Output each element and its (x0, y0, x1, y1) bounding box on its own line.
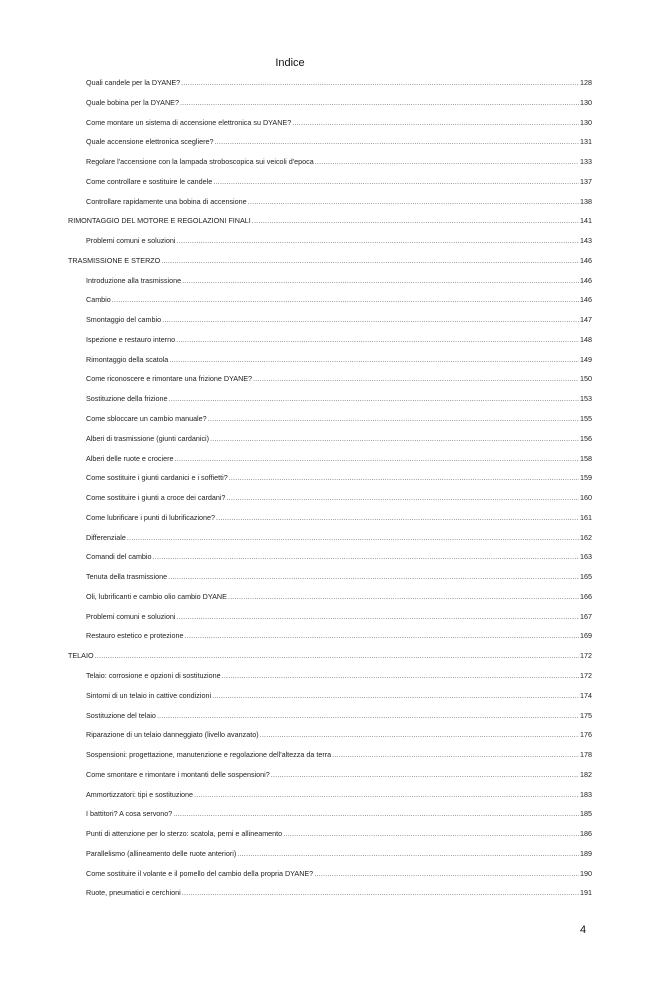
dot-leader (222, 666, 579, 686)
dot-leader (314, 864, 579, 884)
toc-entry-title: Cambio (86, 295, 111, 305)
dot-leader (127, 528, 579, 548)
dot-leader (177, 231, 580, 251)
dot-leader (176, 330, 579, 350)
toc-entry-page: 178 (580, 750, 592, 760)
dot-leader (228, 587, 579, 607)
dot-leader (213, 172, 579, 192)
toc-entry-page: 131 (580, 137, 592, 147)
toc-entry-title: Come sostituire i giunti cardanici e i soffietti? (86, 473, 228, 483)
dot-leader (95, 646, 579, 666)
toc-entry-title: Ammortizzatori: tipi e sostituzione (86, 789, 194, 799)
toc-entry[interactable] (68, 725, 592, 745)
toc-entry-title: Come riconoscere e rimontare una frizione DYANE? (86, 374, 253, 384)
toc-entry-title: TELAIO (68, 651, 94, 661)
toc-entry-page: 155 (580, 414, 592, 424)
toc-entry-page: 148 (580, 334, 592, 344)
toc-entry[interactable] (68, 192, 592, 212)
toc-entry-page: 159 (580, 473, 592, 483)
toc-entry-title: Come sostituire il volante e il pomello del cambio della propria DYANE? (86, 868, 314, 878)
toc-entry[interactable] (68, 864, 592, 884)
toc-entry-page: 186 (580, 829, 592, 839)
dot-leader (214, 132, 579, 152)
toc-entry[interactable] (68, 330, 592, 350)
toc-entry-page: 172 (580, 651, 592, 661)
toc-entry[interactable] (68, 350, 592, 370)
dot-leader (271, 765, 579, 785)
dot-leader (252, 211, 579, 231)
toc-entry-page: 146 (580, 295, 592, 305)
toc-entry-title: Comandi del cambio (86, 552, 152, 562)
toc-entry[interactable] (68, 528, 592, 548)
dot-leader (248, 192, 579, 212)
dot-leader (153, 547, 579, 567)
toc-entry[interactable] (68, 132, 592, 152)
toc-entry-title: Tenuta della trasmissione (86, 572, 168, 582)
toc-entry-title: Come montare un sistema di accensione elettronica su DYANE? (86, 117, 292, 127)
toc-entry[interactable] (68, 73, 592, 93)
toc-entry-page: 166 (580, 591, 592, 601)
toc-entry-title: Alberi di trasmissione (giunti cardanici) (86, 433, 210, 443)
dot-leader (169, 350, 579, 370)
dot-leader (237, 844, 579, 864)
toc-section-entry[interactable] (68, 211, 592, 231)
toc-entry-page: 150 (580, 374, 592, 384)
toc-entry[interactable] (68, 468, 592, 488)
toc-entry-page: 175 (580, 710, 592, 720)
toc-entry[interactable] (68, 271, 592, 291)
toc-entry[interactable] (68, 290, 592, 310)
toc-entry-page: 158 (580, 453, 592, 463)
toc-entry-title: Controllare rapidamente una bobina di accensione (86, 196, 247, 206)
page-title: Indice (275, 57, 305, 69)
toc-entry-title: Ruote, pneumatici e cerchioni (86, 888, 181, 898)
dot-leader (177, 607, 580, 627)
toc-entry-title: Parallelismo (allineamento delle ruote anteriori) (86, 848, 237, 858)
toc-entry-page: 174 (580, 690, 592, 700)
toc-entry-page: 143 (580, 236, 592, 246)
toc-entry[interactable] (68, 824, 592, 844)
toc-entry-page: 185 (580, 809, 592, 819)
dot-leader (216, 508, 579, 528)
toc-entry[interactable] (68, 429, 592, 449)
toc-entry-page: 169 (580, 631, 592, 641)
toc-section-entry[interactable] (68, 251, 592, 271)
dot-leader (315, 152, 579, 172)
toc-entry[interactable] (68, 231, 592, 251)
toc-entry[interactable] (68, 172, 592, 192)
dot-leader (180, 93, 579, 113)
dot-leader (161, 251, 579, 271)
toc-entry[interactable] (68, 765, 592, 785)
toc-entry[interactable] (68, 587, 592, 607)
toc-entry-page: 137 (580, 176, 592, 186)
toc-entry-page: 130 (580, 97, 592, 107)
toc-entry-page: 149 (580, 354, 592, 364)
dot-leader (212, 686, 579, 706)
dot-leader (283, 824, 579, 844)
toc-entry-title: Alberi delle ruote e crociere (86, 453, 174, 463)
toc-entry[interactable] (68, 626, 592, 646)
toc-entry-title: Come sostituire i giunti a croce dei cardani? (86, 493, 226, 503)
page-number: 4 (580, 924, 587, 936)
toc-entry-title: Sostituzione del telaio (86, 710, 156, 720)
toc-entry-title: RIMONTAGGIO DEL MOTORE E REGOLAZIONI FINALI (68, 216, 251, 226)
dot-leader (112, 290, 579, 310)
toc-entry[interactable] (68, 804, 592, 824)
toc-entry[interactable] (68, 883, 592, 903)
toc-entry[interactable] (68, 508, 592, 528)
toc-entry-title: Sintomi di un telaio in cattive condizioni (86, 690, 212, 700)
toc-entry[interactable] (68, 844, 592, 864)
toc-entry-title: Come controllare e sostituire le candele (86, 176, 213, 186)
dot-leader (292, 113, 579, 133)
toc-entry-title: Smontaggio del cambio (86, 315, 162, 325)
toc-entry-title: Problemi comuni e soluzioni (86, 236, 176, 246)
toc-entry-page: 183 (580, 789, 592, 799)
toc-entry-page: 190 (580, 868, 592, 878)
toc-entry-page: 163 (580, 552, 592, 562)
toc-entry[interactable] (68, 152, 592, 172)
toc-entry-page: 146 (580, 255, 592, 265)
toc-entry-page: 162 (580, 532, 592, 542)
toc-entry-page: 130 (580, 117, 592, 127)
toc-entry-page: 182 (580, 769, 592, 779)
table-of-contents (68, 73, 592, 903)
toc-entry-title: I battitori? A cosa servono? (86, 809, 173, 819)
toc-entry[interactable] (68, 745, 592, 765)
toc-entry[interactable] (68, 449, 592, 469)
toc-entry-page: 189 (580, 848, 592, 858)
toc-entry-title: Rimontaggio della scatola (86, 354, 169, 364)
dot-leader (181, 73, 579, 93)
dot-leader (229, 468, 579, 488)
toc-entry-page: 191 (580, 888, 592, 898)
dot-leader (332, 745, 579, 765)
dot-leader (226, 488, 579, 508)
toc-entry-title: Ispezione e restauro interno (86, 334, 176, 344)
toc-entry-title: Introduzione alla trasmissione (86, 275, 182, 285)
toc-entry-page: 156 (580, 433, 592, 443)
dot-leader (173, 804, 579, 824)
toc-entry[interactable] (68, 547, 592, 567)
dot-leader (168, 567, 579, 587)
toc-entry-title: Differenziale (86, 532, 126, 542)
toc-entry-title: Quale bobina per la DYANE? (86, 97, 179, 107)
toc-entry-title: Restauro estetico e protezione (86, 631, 184, 641)
dot-leader (162, 310, 579, 330)
toc-entry-title: Sospensioni: progettazione, manutenzione e regolazione dell'altezza da terra (86, 750, 332, 760)
toc-entry[interactable] (68, 389, 592, 409)
toc-entry[interactable] (68, 706, 592, 726)
toc-entry[interactable] (68, 567, 592, 587)
toc-entry[interactable] (68, 686, 592, 706)
toc-entry-page: 147 (580, 315, 592, 325)
toc-entry-title: Punti di attenzione per lo sterzo: scatola, perni e allineamento (86, 829, 283, 839)
toc-entry[interactable] (68, 666, 592, 686)
toc-entry-title: Quali candele per la DYANE? (86, 78, 181, 87)
toc-entry-page: 161 (580, 512, 592, 522)
toc-entry-page: 165 (580, 572, 592, 582)
toc-entry[interactable] (68, 785, 592, 805)
toc-entry-title: TRASMISSIONE E STERZO (68, 255, 161, 265)
dot-leader (194, 785, 579, 805)
toc-entry-title: Oli, lubrificanti e cambio olio cambio DYANE (86, 591, 227, 601)
toc-entry[interactable] (68, 369, 592, 389)
toc-entry[interactable] (68, 409, 592, 429)
toc-entry[interactable] (68, 113, 592, 133)
toc-entry-page: 160 (580, 493, 592, 503)
toc-entry[interactable] (68, 310, 592, 330)
toc-entry-title: Come sbloccare un cambio manuale? (86, 414, 207, 424)
toc-entry[interactable] (68, 607, 592, 627)
dot-leader (185, 626, 580, 646)
dot-leader (210, 429, 579, 449)
toc-entry-page: 167 (580, 611, 592, 621)
dot-leader (260, 725, 579, 745)
toc-entry-title: Riparazione di un telaio danneggiato (livello avanzato) (86, 730, 259, 740)
toc-entry-page: 141 (580, 216, 592, 226)
dot-leader (208, 409, 579, 429)
toc-entry-page: 172 (580, 670, 592, 680)
toc-entry[interactable] (68, 488, 592, 508)
toc-entry-title: Problemi comuni e soluzioni (86, 611, 176, 621)
toc-entry-page: 133 (580, 157, 592, 167)
toc-entry-title: Regolare l'accensione con la lampada stroboscopica sui veicoli d'epoca (86, 157, 314, 167)
toc-entry-title: Telaio: corrosione e opzioni di sostituzione (86, 670, 221, 680)
toc-entry-title: Come smontare e rimontare i montanti delle sospensioni? (86, 769, 270, 779)
toc-entry-title: Sostituzione della frizione (86, 394, 168, 404)
toc-entry[interactable] (68, 93, 592, 113)
toc-section-entry[interactable] (68, 646, 592, 666)
toc-entry-page: 138 (580, 196, 592, 206)
dot-leader (182, 271, 579, 291)
toc-entry-page: 176 (580, 730, 592, 740)
toc-entry-page: 153 (580, 394, 592, 404)
dot-leader (182, 883, 579, 903)
dot-leader (157, 706, 579, 726)
toc-entry-title: Quale accensione elettronica scegliere? (86, 137, 214, 147)
toc-entry-title: Come lubrificare i punti di lubrificazione? (86, 512, 216, 522)
dot-leader (253, 369, 579, 389)
dot-leader (175, 449, 580, 469)
toc-entry-page: 128 (580, 78, 592, 87)
toc-entry-page: 146 (580, 275, 592, 285)
dot-leader (169, 389, 579, 409)
